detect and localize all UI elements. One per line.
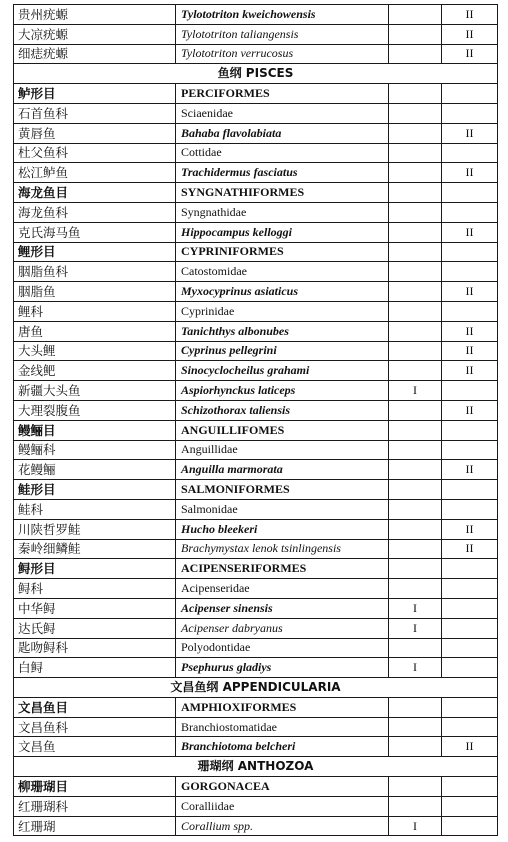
grade-2-cell [442,796,498,816]
class-name: 文昌鱼纲 APPENDICULARIA [14,678,498,698]
family-row [14,301,498,321]
chinese-name: 胭脂鱼 [14,282,176,302]
grade-2-cell [442,658,498,678]
order-chinese-name: 鲟形目 [14,559,176,579]
order-chinese-name: 鲈形目 [14,84,176,104]
grade-1-cell [389,183,442,203]
grade-2-cell [442,816,498,836]
grade-2-cell [442,242,498,262]
grade-2-cell [442,301,498,321]
order-chinese-name: 鲑形目 [14,480,176,500]
grade-2-cell: II [442,400,498,420]
family-row [14,143,498,163]
grade-2-cell [442,143,498,163]
latin-name: Branchiostomatidae [176,717,389,737]
latin-name: Corallium spp. [176,816,389,836]
order-latin-name: GORGONACEA [176,777,389,797]
species-row [14,321,498,341]
chinese-name: 克氏海马鱼 [14,222,176,242]
grade-2-cell: II [442,341,498,361]
order-row [14,84,498,104]
latin-name: Bahaba flavolabiata [176,123,389,143]
species-row [14,341,498,361]
grade-1-cell [389,697,442,717]
species-row [14,658,498,678]
chinese-name: 金线鲃 [14,361,176,381]
grade-1-cell [389,222,442,242]
species-row [14,519,498,539]
grade-2-cell: II [442,737,498,757]
species-row [14,163,498,183]
grade-1-cell: I [389,658,442,678]
chinese-name: 海龙鱼科 [14,202,176,222]
latin-name: Tylototriton verrucosus [176,44,389,64]
species-row [14,282,498,302]
chinese-name: 细痣疣螈 [14,44,176,64]
latin-name: Trachidermus fasciatus [176,163,389,183]
chinese-name: 松江鲈鱼 [14,163,176,183]
order-latin-name: CYPRINIFORMES [176,242,389,262]
order-latin-name: SYNGNATHIFORMES [176,183,389,203]
latin-name: Aspiorhynckus laticeps [176,381,389,401]
chinese-name: 达氏鲟 [14,618,176,638]
latin-name: Anguilla marmorata [176,460,389,480]
species-row [14,539,498,559]
order-chinese-name: 文昌鱼目 [14,697,176,717]
latin-name: Cyprinidae [176,301,389,321]
chinese-name: 红珊瑚 [14,816,176,836]
species-table-body [14,5,498,836]
grade-1-cell [389,499,442,519]
order-latin-name: AMPHIOXIFORMES [176,697,389,717]
grade-1-cell [389,301,442,321]
latin-name: Cyprinus pellegrini [176,341,389,361]
grade-1-cell [389,638,442,658]
species-row [14,123,498,143]
chinese-name: 贵州疣螈 [14,5,176,25]
chinese-name: 石首鱼科 [14,103,176,123]
chinese-name: 红珊瑚科 [14,796,176,816]
chinese-name: 匙吻鲟科 [14,638,176,658]
grade-1-cell [389,163,442,183]
grade-1-cell: I [389,598,442,618]
grade-1-cell [389,282,442,302]
order-latin-name: SALMONIFORMES [176,480,389,500]
grade-2-cell: II [442,321,498,341]
order-chinese-name: 鳗鲡目 [14,420,176,440]
chinese-name: 鲟科 [14,579,176,599]
order-latin-name: PERCIFORMES [176,84,389,104]
grade-1-cell [389,777,442,797]
grade-2-cell [442,420,498,440]
chinese-name: 秦岭细鳞鲑 [14,539,176,559]
grade-1-cell [389,579,442,599]
grade-2-cell [442,717,498,737]
species-row [14,381,498,401]
chinese-name: 大头鲤 [14,341,176,361]
family-row [14,638,498,658]
grade-1-cell: I [389,618,442,638]
grade-1-cell [389,242,442,262]
grade-2-cell: II [442,361,498,381]
family-row [14,796,498,816]
latin-name: Sciaenidae [176,103,389,123]
species-row [14,737,498,757]
latin-name: Sinocyclocheilus grahami [176,361,389,381]
chinese-name: 鲑科 [14,499,176,519]
grade-2-cell [442,262,498,282]
order-chinese-name: 鲤形目 [14,242,176,262]
grade-1-cell [389,420,442,440]
order-latin-name: ANGUILLIFOMES [176,420,389,440]
chinese-name: 唐鱼 [14,321,176,341]
order-row [14,242,498,262]
species-table [13,4,498,836]
order-row [14,559,498,579]
family-row [14,440,498,460]
grade-2-cell [442,559,498,579]
grade-2-cell: II [442,539,498,559]
grade-2-cell [442,381,498,401]
grade-1-cell [389,400,442,420]
chinese-name: 胭脂鱼科 [14,262,176,282]
family-row [14,579,498,599]
grade-1-cell [389,143,442,163]
species-row [14,400,498,420]
grade-2-cell [442,638,498,658]
grade-1-cell [389,480,442,500]
species-row [14,598,498,618]
grade-2-cell: II [442,44,498,64]
order-row [14,697,498,717]
chinese-name: 文昌鱼科 [14,717,176,737]
latin-name: Psephurus gladiys [176,658,389,678]
chinese-name: 花鳗鲡 [14,460,176,480]
grade-2-cell: II [442,123,498,143]
class-name: 鱼纲 PISCES [14,64,498,84]
grade-1-cell [389,262,442,282]
family-row [14,717,498,737]
class-name: 珊瑚纲 ANTHOZOA [14,757,498,777]
grade-2-cell [442,579,498,599]
order-chinese-name: 海龙鱼目 [14,183,176,203]
grade-2-cell [442,202,498,222]
grade-2-cell: II [442,24,498,44]
chinese-name: 黄唇鱼 [14,123,176,143]
grade-1-cell: I [389,381,442,401]
latin-name: Salmonidae [176,499,389,519]
grade-1-cell [389,519,442,539]
chinese-name: 川陕哲罗鲑 [14,519,176,539]
latin-name: Acipenser sinensis [176,598,389,618]
species-row [14,222,498,242]
grade-1-cell [389,559,442,579]
latin-name: Branchiotoma belcheri [176,737,389,757]
latin-name: Syngnathidae [176,202,389,222]
order-row [14,480,498,500]
species-row [14,460,498,480]
grade-1-cell [389,440,442,460]
chinese-name: 鳗鲡科 [14,440,176,460]
chinese-name: 大凉疣螈 [14,24,176,44]
grade-2-cell: II [442,222,498,242]
grade-2-cell: II [442,282,498,302]
chinese-name: 大理裂腹鱼 [14,400,176,420]
grade-1-cell [389,84,442,104]
grade-2-cell: II [442,519,498,539]
grade-1-cell [389,202,442,222]
chinese-name: 文昌鱼 [14,737,176,757]
grade-2-cell [442,777,498,797]
species-row [14,24,498,44]
class-header-row [14,64,498,84]
order-row [14,183,498,203]
grade-2-cell [442,499,498,519]
grade-1-cell [389,44,442,64]
class-header-row [14,757,498,777]
family-row [14,499,498,519]
grade-1-cell [389,460,442,480]
family-row [14,103,498,123]
latin-name: Polyodontidae [176,638,389,658]
latin-name: Tylototriton taliangensis [176,24,389,44]
latin-name: Catostomidae [176,262,389,282]
grade-2-cell: II [442,5,498,25]
latin-name: Acipenseridae [176,579,389,599]
chinese-name: 新疆大头鱼 [14,381,176,401]
grade-2-cell [442,84,498,104]
latin-name: Tylototriton kweichowensis [176,5,389,25]
order-row [14,777,498,797]
species-row [14,618,498,638]
grade-1-cell [389,796,442,816]
species-row [14,361,498,381]
grade-1-cell [389,737,442,757]
grade-1-cell [389,103,442,123]
grade-1-cell [389,123,442,143]
latin-name: Cottidae [176,143,389,163]
chinese-name: 中华鲟 [14,598,176,618]
grade-1-cell [389,5,442,25]
grade-2-cell [442,618,498,638]
latin-name: Acipenser dabryanus [176,618,389,638]
grade-2-cell: II [442,163,498,183]
latin-name: Tanichthys albonubes [176,321,389,341]
chinese-name: 白鲟 [14,658,176,678]
chinese-name: 杜父鱼科 [14,143,176,163]
latin-name: Hucho bleekeri [176,519,389,539]
order-row [14,420,498,440]
species-row [14,816,498,836]
grade-1-cell [389,717,442,737]
grade-1-cell [389,321,442,341]
family-row [14,202,498,222]
family-row [14,262,498,282]
grade-1-cell [389,341,442,361]
grade-2-cell: II [442,460,498,480]
latin-name: Schizothorax taliensis [176,400,389,420]
latin-name: Brachymystax lenok tsinlingensis [176,539,389,559]
latin-name: Anguillidae [176,440,389,460]
grade-2-cell [442,697,498,717]
grade-2-cell [442,103,498,123]
grade-1-cell [389,361,442,381]
species-row [14,5,498,25]
species-row [14,44,498,64]
order-latin-name: ACIPENSERIFORMES [176,559,389,579]
latin-name: Coralliidae [176,796,389,816]
grade-1-cell [389,24,442,44]
grade-1-cell [389,539,442,559]
grade-2-cell [442,183,498,203]
grade-2-cell [442,440,498,460]
latin-name: Hippocampus kelloggi [176,222,389,242]
class-header-row [14,678,498,698]
grade-1-cell: I [389,816,442,836]
grade-2-cell [442,598,498,618]
grade-2-cell [442,480,498,500]
order-chinese-name: 柳珊瑚目 [14,777,176,797]
chinese-name: 鲤科 [14,301,176,321]
latin-name: Myxocyprinus asiaticus [176,282,389,302]
